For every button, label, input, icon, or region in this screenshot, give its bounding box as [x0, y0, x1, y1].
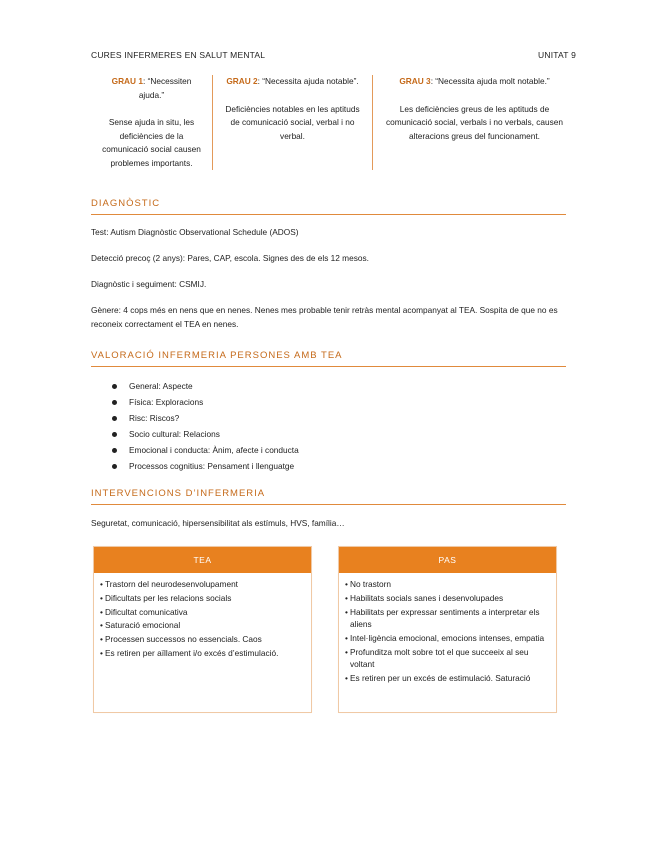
list-item: [112, 458, 299, 474]
grau-3-description: Les deficiències greus de les aptituds de comunicació social, verbals i no verbals, causen alteracions greus del funcionament.: [385, 103, 564, 141]
grau-row: [91, 75, 576, 170]
page-header: [91, 50, 576, 60]
grau-3-title-text: : “Necessita ajuda molt notable.”: [430, 76, 550, 86]
grau-2-description: Deficiències notables en les aptituds de comunicació social, verbal i no verbal.: [225, 103, 360, 141]
tea-box-title: TEA: [94, 547, 311, 573]
list-item: • Intel·ligència emocional, emocions intenses, empatia: [345, 632, 552, 645]
grau-1-description: Sense ajuda in situ, les deficiències de la comunicació social causen problemes importants.: [102, 117, 201, 168]
list-item: • Profunditza molt sobre tot el que succeeix al seu voltant: [345, 646, 552, 671]
valoracio-list: [112, 378, 299, 474]
diagnostic-genere: Gènere: 4 cops més en nens que en nenes. Nenes mes probable tenir retràs mental acompanyat al TEA. Sospita de que no es reconeix correctament el TEA en nenes.: [91, 305, 558, 329]
diagnostic-seguiment: Diagnòstic i seguiment: CSMIJ.: [91, 279, 207, 289]
bullet-icon: [112, 448, 117, 453]
diagnostic-deteccio: Detecció precoç (2 anys): Pares, CAP, escola. Signes des de els 12 mesos.: [91, 253, 369, 263]
pas-box-title: PAS: [339, 547, 556, 573]
list-item-text: Socio cultural: Relacions: [129, 429, 220, 439]
list-item-text: General: Aspecte: [129, 381, 193, 391]
grau-1-label: GRAU 1: [111, 76, 143, 86]
grau-1-title-text: : “Necessiten ajuda.”: [138, 76, 192, 100]
list-item-text: Processos cognitius: Pensament i llenguatge: [129, 461, 295, 471]
bullet-icon: [112, 384, 117, 389]
list-item: • Habilitats socials sanes i desenvolupades: [345, 592, 552, 605]
list-item: • Saturació emocional: [100, 619, 307, 632]
grau-1-title: [99, 75, 204, 102]
grau-3-column: [372, 75, 576, 170]
list-item: [112, 394, 299, 410]
grau-3-title: [381, 75, 568, 89]
list-item: • Dificultats per les relacions socials: [100, 592, 307, 605]
list-item: [112, 426, 299, 442]
intervencions-heading: INTERVENCIONS D’INFERMERIA: [91, 488, 566, 505]
list-item: • Habilitats per expressar sentiments a interpretar els aliens: [345, 606, 552, 631]
grau-3-label: GRAU 3: [399, 76, 431, 86]
list-item: • Dificultat comunicativa: [100, 606, 307, 619]
unit-label: UNITAT 9: [538, 50, 576, 60]
bullet-icon: [112, 416, 117, 421]
pas-box: [338, 546, 557, 713]
valoracio-heading: VALORACIÓ INFERMERIA PERSONES AMB TEA: [91, 350, 566, 367]
intervencions-text: Seguretat, comunicació, hipersensibilitat als estímuls, HVS, família…: [91, 518, 345, 528]
bullet-icon: [112, 464, 117, 469]
list-item: • Es retiren per aïllament i/o excés d’estimulació.: [100, 647, 307, 660]
diagnostic-heading: DIAGNÒSTIC: [91, 198, 566, 215]
grau-2-label: GRAU 2: [226, 76, 258, 86]
tea-box-list: [94, 573, 311, 659]
list-item: • Es retiren per un excés de estimulació. Saturació: [345, 672, 552, 685]
list-item: [112, 378, 299, 394]
grau-1-column: [91, 75, 212, 170]
list-item: • Processen successos no essencials. Caos: [100, 633, 307, 646]
pas-box-list: [339, 573, 556, 684]
list-item: [112, 442, 299, 458]
diagnostic-test: Test: Autism Diagnòstic Observational Schedule (ADOS): [91, 227, 299, 237]
list-item-text: Risc: Riscos?: [129, 413, 180, 423]
list-item-text: Física: Exploracions: [129, 397, 204, 407]
grau-2-title: [221, 75, 364, 89]
list-item: • No trastorn: [345, 578, 552, 591]
grau-2-column: [212, 75, 372, 170]
list-item: [112, 410, 299, 426]
list-item: • Trastorn del neurodesenvolupament: [100, 578, 307, 591]
grau-2-title-text: : “Necessita ajuda notable”.: [257, 76, 359, 86]
bullet-icon: [112, 400, 117, 405]
bullet-icon: [112, 432, 117, 437]
course-title: CURES INFERMERES EN SALUT MENTAL: [91, 50, 266, 60]
list-item-text: Emocional i conducta: Ànim, afecte i conducta: [129, 445, 299, 455]
tea-box: [93, 546, 312, 713]
